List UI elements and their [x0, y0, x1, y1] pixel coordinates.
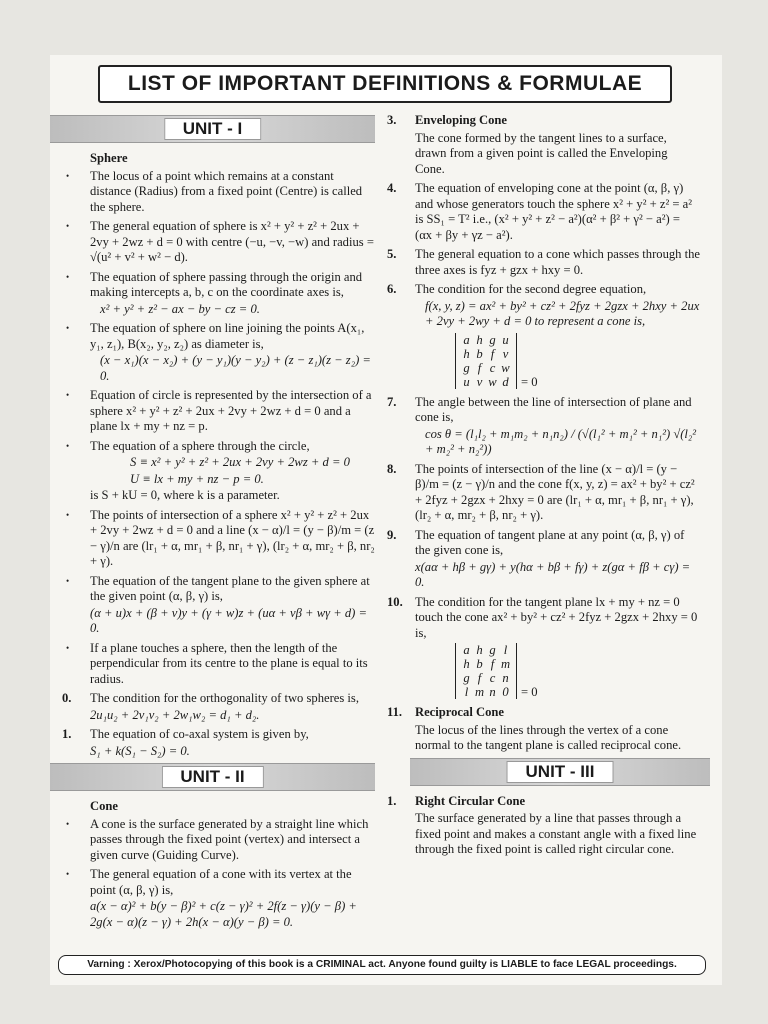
list-item: • The equation of the tangent plane to the given sphere at the given point (α, β, γ) is, (α + u)x + (β + v)y + (γ + w)z + (uα + vβ + wγ + d) = 0. [90, 574, 375, 637]
formula: U ≡ lx + my + nz − p = 0. [130, 471, 264, 486]
list-item: • The equation of sphere passing through the origin and making intercepts a, b, c on the coordinate axes is, x² + y² + z² − ax − by − cz = 0. [90, 270, 375, 318]
list-item: 8. The points of intersection of the line (x − α)/l = (y − β)/m = (z − γ)/n and the cone f(x, y, z) = ax² + by² + cz² + 2fyz + 2gzx + 2hxy = 0 are (lr₁ + α, mr₁ + β, nr₁ + γ), (lr₂ + α, mr₂ + β, nr₂ + γ). [387, 461, 695, 522]
cone-heading: Cone [90, 799, 118, 813]
list-item: 0. The condition for the orthogonality of two spheres is, 2u₁u₂ + 2v₁v₂ + 2w₁w₂ = d₁ + d₂. [90, 691, 375, 723]
right-column [387, 111, 701, 862]
formula: x(aα + hβ + gγ) + y(hα + bβ + fγ) + z(gα + fβ + cγ) = 0. [415, 559, 691, 589]
determinant: a h g l h b f m g f c n l m n 0 [455, 643, 517, 699]
formula: (x − x₁)(x − x₂) + (y − y₁)(y − y₂) + (z − z₁)(z − z₂) = 0. [100, 353, 371, 383]
copyright-warning: Varning : Xerox/Photocopying of this book is a CRIMINAL act. Anyone found guilty is LIABLE to face LEGAL proceedings. [58, 955, 706, 975]
enveloping-cone-heading: Enveloping Cone [415, 113, 508, 127]
formula: S₁ + k(S₁ − S₂) = 0. [90, 743, 190, 758]
book-page [50, 55, 722, 985]
list-item: 6. The condition for the second degree equation, f(x, y, z) = ax² + by² + cz² + 2fyz + 2gzx + 2hxy + 2ux + 2vy + 2wy + d = 0 to represent a cone is, a h g u h b f v g f c w u v w d = 0 [387, 282, 700, 389]
list-item: • The points of intersection of a sphere x² + y² + z² + 2ux + 2vy + 2wz + d = 0 and a line (x − α)/l = (y − β)/m = (z − γ)/n are (lr₁ + α, mr₁ + β, nr₁ + γ), (lr₂ + α, mr₂ + β, nr₂ + γ). [90, 508, 375, 570]
unit-2-label: UNIT - II [161, 766, 263, 788]
unit-3-label: UNIT - III [507, 761, 614, 783]
formula: x² + y² + z² − ax − by − cz = 0. [100, 301, 260, 316]
sphere-heading: Sphere [90, 151, 128, 165]
formula: 2u₁u₂ + 2v₁v₂ + 2w₁w₂ = d₁ + d₂. [90, 707, 260, 722]
right-circular-cone-heading: Right Circular Cone [415, 793, 526, 808]
formula: f(x, y, z) = ax² + by² + cz² + 2fyz + 2gzx + 2hxy + 2ux + 2vy + 2wy + d = 0 to represent a cone is, [425, 298, 700, 328]
list-item: • The equation of sphere on line joining the points A(x₁, y₁, z₁), B(x₂, y₂, z₂) as diameter is, (x − x₁)(x − x₂) + (y − y₁)(y − y₂) + (z − z₁)(z − z₂) = 0. [90, 321, 375, 384]
formula: S ≡ x² + y² + z² + 2ux + 2vy + 2wz + d = 0 [130, 455, 350, 469]
list-item: • The general equation of sphere is x² + y² + z² + 2ux + 2vy + 2wz + d = 0 with centre (−u, −v, −w) and radius = √(u² + v² + w² − d). [90, 219, 375, 266]
list-item: 9. The equation of tangent plane at any point (α, β, γ) of the given cone is, x(aα + hβ + gγ) + y(hα + bβ + fγ) + z(gα + fβ + cγ) = 0. [415, 528, 700, 591]
list-item: 1. Right Circular Cone The surface generated by a line that passes through a fixed point and makes a constant angle with a fixed line through the fixed point is called right circular cone. [415, 794, 700, 858]
unit-1-label: UNIT - I [164, 118, 262, 140]
formula: cos θ = (l₁l₂ + m₁m₂ + n₁n₂) / (√(l₁² + m₁² + n₁²) √(l₂² + m₂² + n₂²)) [425, 426, 697, 456]
list-item: 4. The equation of enveloping cone at the point (α, β, γ) and whose generators touch the sphere x² + y² + z² = a² is SS₁ = T² i.e., (x² + y² + z² − a²)(α² + β² + γ² − a²) = (αx + βy + γz − a²). [387, 181, 693, 242]
reciprocal-cone-heading: Reciprocal Cone [415, 705, 504, 719]
list-item: • The locus of a point which remains at a constant distance (Radius) from a fixed point (Centre) is called the sphere. [90, 169, 375, 216]
list-item: • Equation of circle is represented by the intersection of a sphere x² + y² + z² + 2ux + 2vy + 2wz + d = 0 and a plane lx + my + nz = p. [90, 388, 375, 435]
tangent-condition-matrix: a h g l h b f m g f c n l m n 0 = 0 [415, 641, 700, 701]
unit-1-banner [50, 115, 375, 143]
list-item: 3. Enveloping Cone The cone formed by the tangent lines to a surface, drawn from a given point is called the Enveloping Cone. [415, 113, 700, 177]
determinant: a h g u h b f v g f c w u v w d [455, 333, 517, 389]
unit-3-banner [410, 758, 710, 786]
formula: a(x − α)² + b(y − β)² + c(z − γ)² + 2f(z − γ)(y − β) + 2g(x − α)(z − γ) + 2h(x − α)(y − β) = 0. [90, 899, 357, 929]
list-item: 11. Reciprocal Cone The locus of the lines through the vertex of a cone normal to the tangent plane is called reciprocal cone. [415, 705, 700, 754]
list-item: 7. The angle between the line of intersection of plane and cone is, cos θ = (l₁l₂ + m₁m₂ + n₁n₂) / (√(l₁² + m₁² + n₁²) √(l₂² + m₂² + n₂²)) [415, 395, 700, 458]
unit-2-banner [50, 763, 375, 791]
page-title: LIST OF IMPORTANT DEFINITIONS & FORMULAE [98, 65, 672, 103]
list-item: 1. The equation of co-axal system is given by, S₁ + k(S₁ − S₂) = 0. [90, 727, 375, 759]
list-item: • A cone is the surface generated by a straight line which passes through the fixed point (vertex) and intersect a given curve (Guiding Curve). [90, 817, 375, 864]
list-item: 5. The general equation to a cone which passes through the three axes is fyz + gzx + hxy = 0. [387, 247, 701, 277]
cone-condition-matrix: a h g u h b f v g f c w u v w d = 0 [415, 331, 700, 391]
list-item: • The general equation of a cone with its vertex at the point (α, β, γ) is, a(x − α)² + b(y − β)² + c(z − γ)² + 2f(z − γ)(y − β) + 2g(x − α)(z − γ) + 2h(x − α)(y − β) = 0. [90, 867, 375, 930]
list-item: • The equation of a sphere through the circle, S ≡ x² + y² + z² + 2ux + 2vy + 2wz + d = 0 U ≡ lx + my + nz − p = 0. is S + kU = 0, where k is a parameter. [90, 439, 375, 504]
left-column [62, 111, 375, 934]
list-item: 10. The condition for the tangent plane lx + my + nz = 0 touch the cone ax² + by² + cz² + 2fyz + 2gzx + 2hxy = 0 is, a h g l h b f m g f c n l m n 0 = 0 [415, 595, 700, 702]
list-item: • If a plane touches a sphere, then the length of the perpendicular from its centre to the plane is equal to its radius. [90, 641, 375, 688]
formula: (α + u)x + (β + v)y + (γ + w)z + (uα + vβ + wγ + d) = 0. [90, 605, 367, 635]
